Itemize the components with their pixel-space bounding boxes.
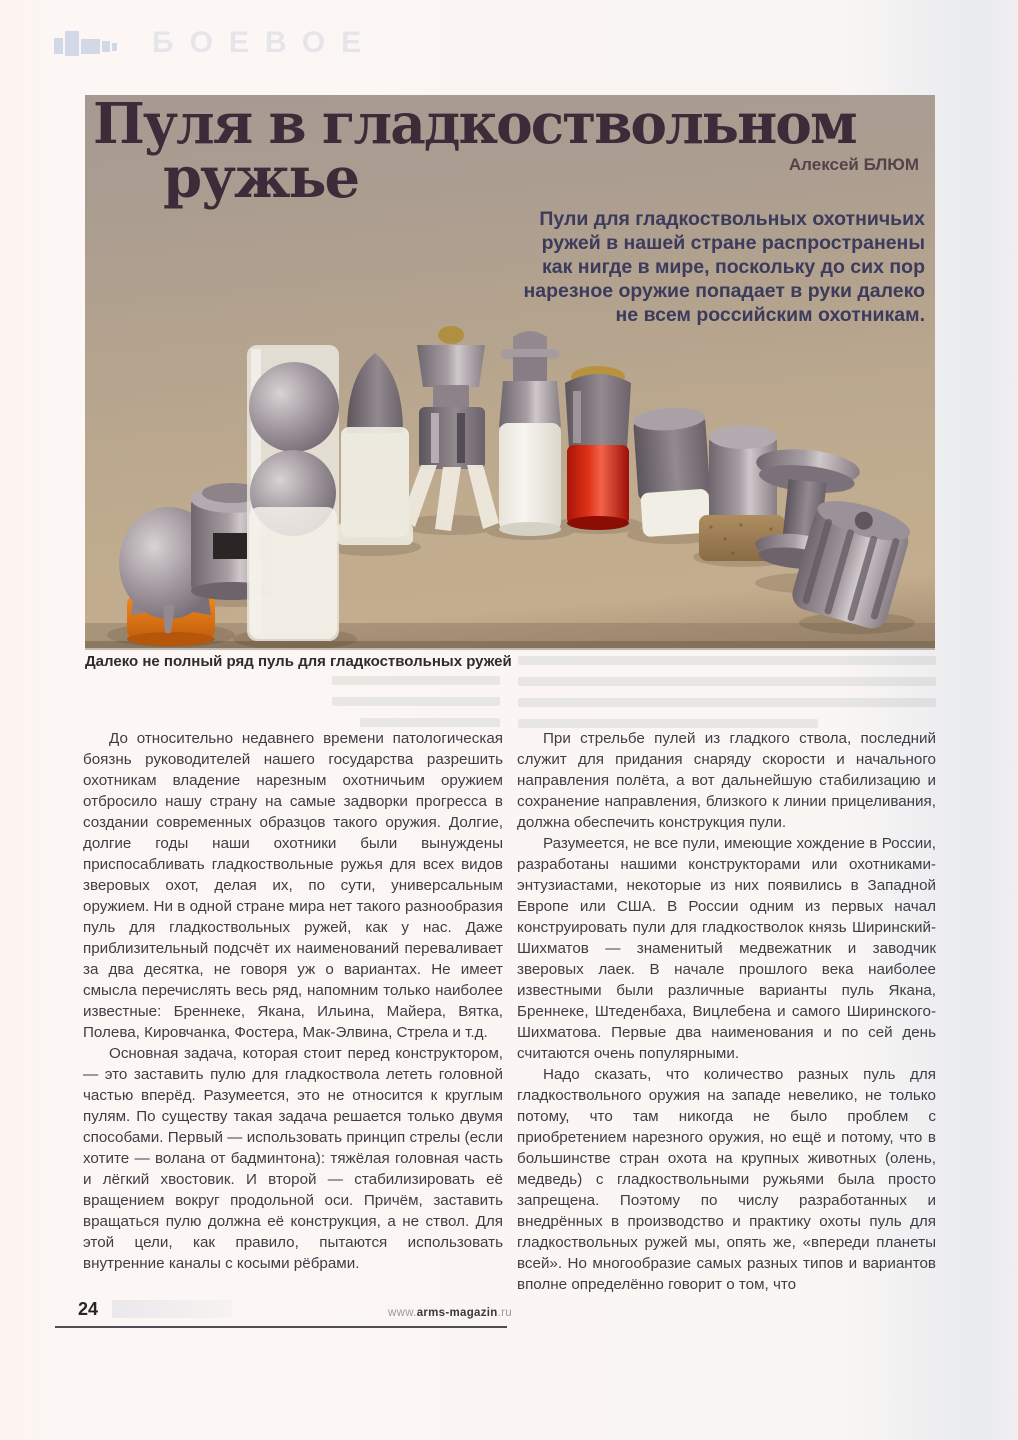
- website-prefix: www.: [388, 1307, 417, 1319]
- article-author: Алексей БЛЮМ: [788, 155, 919, 174]
- footer-rule: [55, 1326, 507, 1328]
- article-title-line1: Пуля в гладкоствольном: [93, 91, 856, 157]
- ghost-masthead-logo-icon: [54, 26, 124, 64]
- paragraph: Разумеется, не все пули, имеющие хождение в России, разработаны нашими конструкторами или охотниками-энтузиастами, некоторые из них появились в Западной Европе или США. В России одним из первых начал конструировать пули для гладкостволок князь Ширинский-Шихматов — знаменитый медвежатник и заводчик зверовых лаек. В начале прошлого века наиболее известными были различные варианты пуль Якана, Бреннеке, Штеденбаха, Вицлебена и самого Ширинского-Шихматова. Первые два наименования и по сей день считаются очень популярными.: [517, 835, 936, 1062]
- footer-website: [388, 1307, 512, 1319]
- lede-line: как нигде в мире, поскольку до сих пор: [542, 256, 925, 278]
- lede-line: Пули для гладкоствольных охотничьих: [539, 208, 925, 230]
- paragraph: Надо сказать, что количество разных пуль для гладкоствольного оружия на западе невелико, не только потому, что там никогда не было проблем с приобретением нарезного оружия, но ещё и потому, что в большинстве стран охота на крупных животных (олень, медведь) с гладкоствольными ружьями была просто запрещена. Поэтому по числу разработанных и внедрённых в производство и практику охоты пуль для гладкоствольных ружей мы, опять же, «впереди планеты всей». Но многообразие самых разных типов и вариантов вполне определённо говорит о том, что: [517, 1066, 936, 1293]
- article-title-line2: ружье: [163, 145, 359, 211]
- website-suffix: .ru: [497, 1307, 512, 1319]
- body-column-left: [83, 728, 503, 1274]
- ghost-masthead-text: БОЕВОЕ: [152, 26, 378, 59]
- body-column-right: [517, 728, 936, 1295]
- photo-caption: Далеко не полный ряд пуль для гладкоствольных ружей: [85, 653, 512, 670]
- article-lede: [505, 207, 925, 327]
- paragraph: При стрельбе пулей из гладкого ствола, последний служит для придания снаряду скорости и начального направления полёта, а вот дальнейшую стабилизацию и сохранение направления, близкого к линии прицеливания, должна обеспечить конструкция пули.: [517, 730, 936, 831]
- bleed-through-footer: [112, 1300, 232, 1318]
- lede-line: не всем российским охотникам.: [615, 304, 925, 326]
- paragraph: Основная задача, которая стоит перед конструктором, — это заставить пулю для гладкоствола лететь головной частью вперёд. Разумеется, это не относится к круглым пулям. По существу такая задача решается только двумя способами. Первый — использовать принцип стрелы (если хотите — волана от бадминтона): тяжёлая головная часть и лёгкий хвостовик. И второй — стабилизировать её вращением вокруг продольной оси. Причём, заставить вращаться пулю должна её конструкция, а не ствол. Для этой цели, как правило, пытаются использовать внутренние каналы с косыми рёбрами.: [83, 1045, 503, 1272]
- lede-line: нарезное оружие попадает в руки далеко: [523, 280, 925, 302]
- footer-page-number: 24: [78, 1299, 99, 1319]
- paragraph: До относительно недавнего времени патологическая боязнь руководителей нашего государства разрешить охотникам владение нарезным охотничьим оружием отбросило нашу страну на самые задворки прогресса в создании современных образцов такого оружия. Долгие, долгие годы наши охотники были вынуждены приспосабливать гладкоствольные ружья для всех видов зверовых охот, делая их, по сути, универсальным оружием. Ни в одной стране мира нет такого разнообразия пуль для гладкоствольных ружей, как у нас. Даже приблизительный подсчёт их наименований переваливает за два десятка, не говоря уж о вариантах. Не имеет смысла перечислять весь ряд, напомним только наиболее известные: Бреннеке, Якана, Ильина, Майера, Вятка, Полева, Кировчанка, Фостера, Мак-Элвина, Стрела и т.д.: [83, 730, 503, 1041]
- website-name: arms-magazin: [416, 1307, 498, 1319]
- article-hero: [85, 91, 935, 648]
- lede-line: ружей в нашей стране распространены: [541, 232, 925, 254]
